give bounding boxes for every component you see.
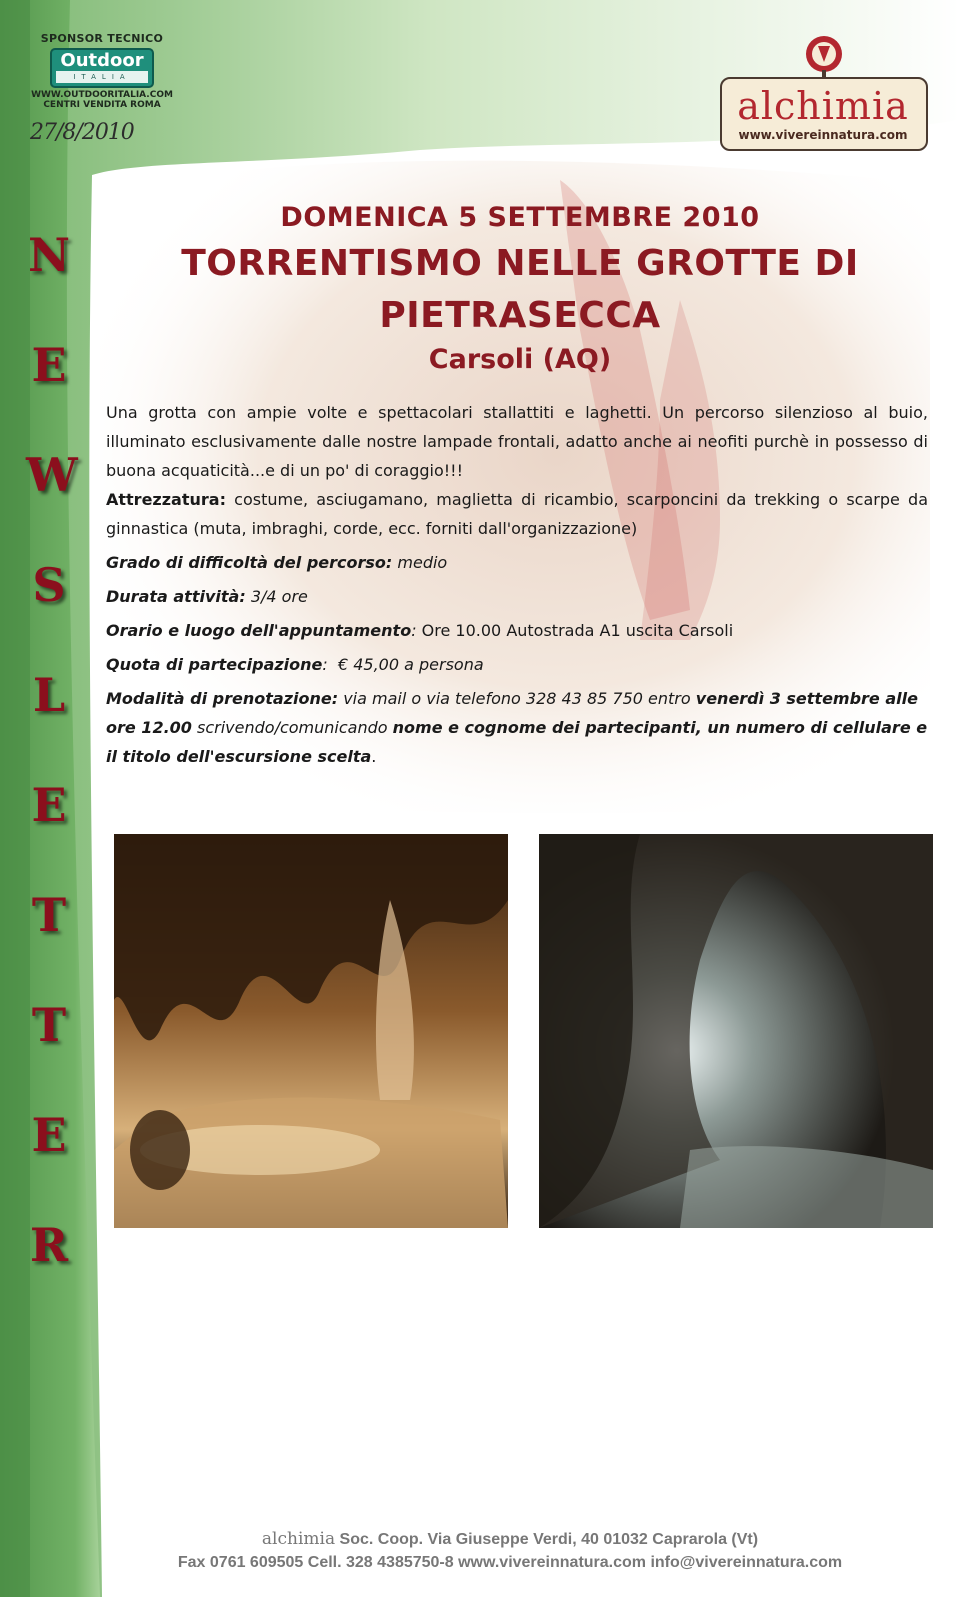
cave-stalactites-photo <box>114 834 508 1228</box>
difficulty-label: Grado di difficoltà del percorso: <box>106 553 393 572</box>
newsletter-letter: S <box>32 558 66 612</box>
fee-separator: : <box>322 655 328 674</box>
newsletter-letter: W <box>26 448 78 502</box>
footer <box>150 1528 870 1574</box>
event-date: DOMENICA 5 SETTEMBRE 2010 <box>280 202 760 233</box>
outdoor-logo <box>50 48 154 88</box>
booking-required: nome e cognome dei partecipanti, un numero di cellulare e il titolo dell'escursione scelta <box>106 718 928 766</box>
sponsor-url[interactable]: WWW.OUTDOORITALIA.COM <box>31 90 173 100</box>
sponsor-title: SPONSOR TECNICO <box>40 32 164 45</box>
alchimia-logo-name: alchimia <box>737 84 909 128</box>
footer-brand: alchimia <box>261 1529 336 1549</box>
duration-value: 3/4 ore <box>250 587 308 606</box>
newsletter-letter: R <box>29 1218 69 1272</box>
newsletter-letter: N <box>27 228 71 282</box>
fee-row <box>106 650 928 679</box>
event-header <box>100 198 940 378</box>
alchimia-logo-url[interactable]: www.vivereinnatura.com <box>738 128 908 142</box>
outdoor-logo-name: Outdoor <box>60 50 144 71</box>
equipment-value: costume, asciugamano, maglietta di ricambio, scarponcini da trekking o scarpe da ginnastica (muta, imbraghi, corde, ecc. forniti dall'organizzazione) <box>106 490 929 538</box>
footer-line-2: Fax 0761 609505 Cell. 328 4385750-8 www.vivereinnatura.com info@vivereinnatura.com <box>177 1554 843 1571</box>
booking-row <box>106 684 928 771</box>
newsletter-letter: T <box>31 888 67 942</box>
meeting-separator: : <box>411 621 417 640</box>
booking-end: . <box>371 747 377 766</box>
newsletter-letter: E <box>31 1108 67 1162</box>
issue-date: 27/8/2010 <box>30 120 134 145</box>
cave-entrance-photo <box>539 834 933 1228</box>
newsletter-letter: E <box>31 338 67 392</box>
newsletter-vertical-title <box>26 210 78 1310</box>
footer-address: Soc. Coop. Via Giuseppe Verdi, 40 01032 Caprarola (Vt) <box>339 1531 759 1548</box>
booking-deadline: venerdì 3 settembre alle ore 12.00 <box>106 689 918 737</box>
meeting-row <box>106 616 928 645</box>
event-title: TORRENTISMO NELLE GROTTE DI PIETRASECCA <box>181 243 859 336</box>
outdoor-logo-country: ITALIA <box>56 71 148 83</box>
fee-label: Quota di partecipazione <box>106 655 323 674</box>
event-description: Una grotta con ampie volte e spettacolari stallattiti e laghetti. Un percorso silenzioso al buio, illuminato esclusivamente dalle nostre lampade frontali, adatto anche ai neofiti purchè in possesso di buona acquaticità...e di un po' di coraggio!!! <box>106 403 928 480</box>
difficulty-row <box>106 548 928 577</box>
fee-value: € 45,00 a persona <box>337 655 484 674</box>
equipment-label: Attrezzatura: <box>106 490 226 509</box>
newsletter-letter: T <box>31 998 67 1052</box>
newsletter-letter: E <box>31 778 67 832</box>
meeting-label: Orario e luogo dell'appuntamento <box>106 621 412 640</box>
sponsor-stores: CENTRI VENDITA ROMA <box>43 100 161 110</box>
event-details <box>106 398 928 771</box>
alchimia-logo <box>720 32 928 149</box>
booking-label: Modalità di prenotazione: <box>106 689 339 708</box>
difficulty-value: medio <box>397 553 448 572</box>
duration-label: Durata attività: <box>106 587 246 606</box>
meeting-value: Ore 10.00 Autostrada A1 uscita Carsoli <box>421 621 734 640</box>
footer-line-1 <box>150 1528 870 1551</box>
newsletter-letter: L <box>32 668 66 722</box>
booking-text-2: scrivendo/comunicando <box>197 718 388 737</box>
duration-row <box>106 582 928 611</box>
equipment-row <box>106 485 928 543</box>
sponsor-block <box>22 32 182 110</box>
booking-text: via mail o via telefono 328 43 85 750 entro <box>343 689 691 708</box>
event-place: Carsoli (AQ) <box>428 344 612 375</box>
